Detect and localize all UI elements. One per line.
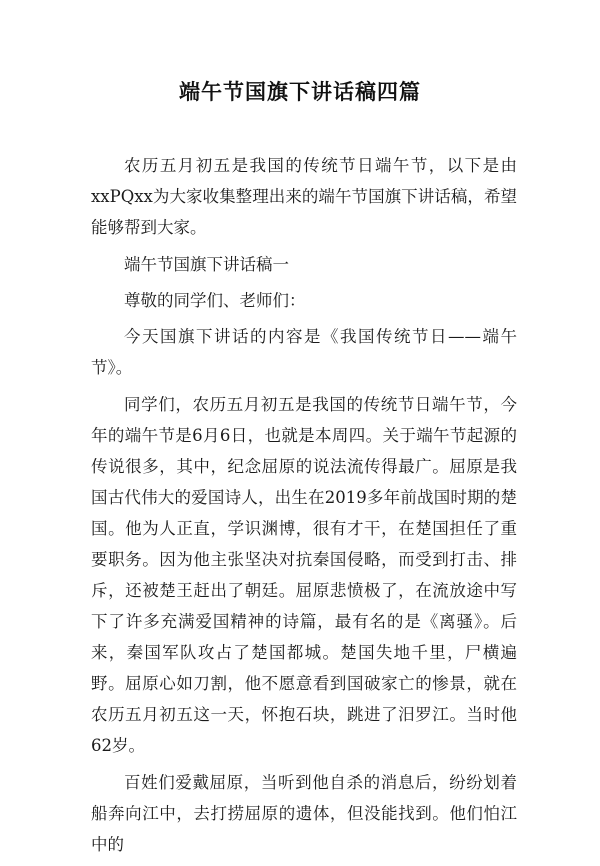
salutation: 尊敬的同学们、老师们： bbox=[124, 291, 306, 310]
story-paragraph: 同学们，农历五月初五是我国的传统节日端午节，今年的端午节是6月6日，也就是本周四。关于端午节起源的传说很多，其中，纪念屈原的说法流传得最广。屈原是我国古代伟大的爱国诗人，出生在2019多年前战国时期的楚国。他为人正直，学识渊博，很有才干，在楚国担任了重要职务。因为他主张坚决对抗秦国侵略，而受到打击、排斥，还被楚王赶出了朝廷。屈原悲愤极了，在流放途中写下了许多充满爱国精神的诗篇，最有名的是《离骚》。后来，秦国军队攻占了楚国都城。楚国失地千里，尸横遍野。屈原心如刀割，他不愿意看到国破家亡的惨景，就在农历五月初五这一天，怀抱石块，跳进了汨罗江。当时他62岁。 bbox=[91, 395, 517, 755]
topic-paragraph: 今天国旗下讲话的内容是《我国传统节日——端午节》。 bbox=[91, 327, 517, 377]
document-body bbox=[91, 150, 517, 866]
continuation-paragraph: 百姓们爱戴屈原，当听到他自杀的消息后，纷纷划着船奔向江中，去打捞屈原的遗体，但没能找到。他们怕江中的 bbox=[91, 773, 517, 854]
intro-paragraph: 农历五月初五是我国的传统节日端午节，以下是由xxPQxx为大家收集整理出来的端午节国旗下讲话稿，希望能够帮到大家。 bbox=[91, 156, 517, 237]
document-title: 端午节国旗下讲话稿四篇 bbox=[179, 80, 421, 104]
section-heading: 端午节国旗下讲话稿一 bbox=[124, 255, 289, 274]
